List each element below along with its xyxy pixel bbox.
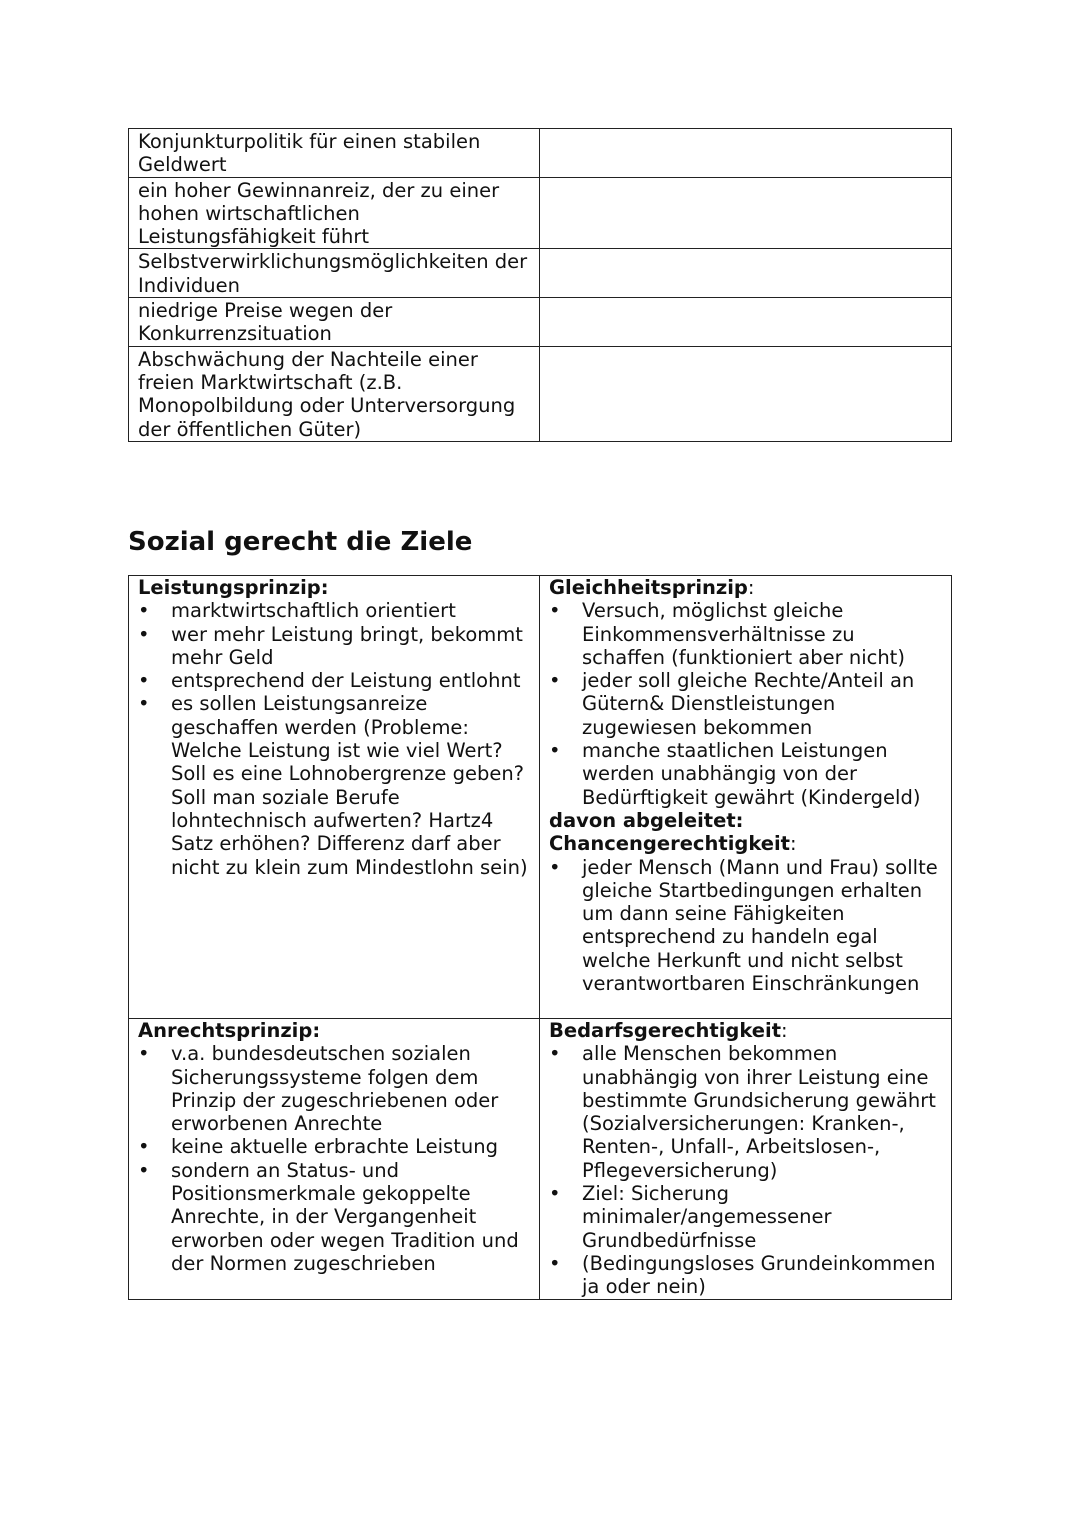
table-cell-empty <box>540 249 952 298</box>
table-cell-empty <box>540 129 952 178</box>
bedarfsgerechtigkeit-title <box>549 1019 942 1042</box>
list-item: • manche staatlichen Leistungen werden unabhängig von der Bedürftigkeit gewährt (Kindergeld) <box>549 739 942 809</box>
anrechtsprinzip-cell <box>129 1019 540 1300</box>
table-cell-empty <box>540 177 952 249</box>
list-item: • marktwirtschaftlich orientiert <box>138 599 530 622</box>
gleichheitsprinzip-title <box>549 576 942 599</box>
top-table <box>128 128 952 442</box>
gleichheitsprinzip-cell <box>540 576 952 1019</box>
list-item: • (Bedingungsloses Grundeinkommen ja oder nein) <box>549 1252 942 1299</box>
table-cell: niedrige Preise wegen der Konkurrenzsituation <box>129 298 540 347</box>
bedarfsgerechtigkeit-cell <box>540 1019 952 1300</box>
derived-label: davon abgeleitet: <box>549 808 744 832</box>
title-colon: : <box>790 832 797 856</box>
anrechtsprinzip-list <box>138 1042 530 1275</box>
table-cell: Selbstverwirklichungsmöglichkeiten der Individuen <box>129 249 540 298</box>
table-cell-empty <box>540 298 952 347</box>
title-colon: : <box>747 576 755 599</box>
table-row <box>129 129 952 178</box>
list-item: • wer mehr Leistung bringt, bekommt mehr Geld <box>138 623 530 670</box>
chancengerechtigkeit-list <box>549 856 942 996</box>
list-item: • Versuch, möglichst gleiche Einkommensverhältnisse zu schaffen (funktioniert aber nicht) <box>549 599 942 669</box>
list-item: • jeder Mensch (Mann und Frau) sollte gleiche Startbedingungen erhalten um dann seine Fähigkeiten entsprechend zu handeln egal welche Herkunft und nicht selbst verantwortbaren Einschränkungen <box>549 856 942 996</box>
section-title: Sozial gerecht die Ziele <box>128 527 473 557</box>
leistungsprinzip-list <box>138 599 530 879</box>
anrechtsprinzip-title: Anrechtsprinzip: <box>138 1019 321 1042</box>
list-item: • Ziel: Sicherung minimaler/angemessener Grundbedürfnisse <box>549 1182 942 1252</box>
table-row <box>129 346 952 441</box>
table-row <box>129 576 952 1019</box>
list-item: • alle Menschen bekommen unabhängig von ihrer Leistung eine bestimmte Grundsicherung gewährt (Sozialversicherungen: Kranken-, Renten-, Unfall-, Arbeitslosen-, Pflegeversicherung) <box>549 1042 942 1182</box>
list-item: • jeder soll gleiche Rechte/Anteil an Gütern& Dienstleistungen zugewiesen bekommen <box>549 669 942 739</box>
table-row <box>129 298 952 347</box>
table-cell: Konjunkturpolitik für einen stabilen Geldwert <box>129 129 540 178</box>
table-row <box>129 249 952 298</box>
leistungsprinzip-title: Leistungsprinzip: <box>138 576 329 599</box>
list-item: • es sollen Leistungsanreize geschaffen werden (Probleme: Welche Leistung ist wie viel Wert? Soll es eine Lohnobergrenze geben? Soll man soziale Berufe lohntechnisch aufwerten? Hartz4 Satz erhöhen? Differenz darf aber nicht zu klein zum Mindestlohn sein) <box>138 692 530 878</box>
gleichheitsprinzip-list <box>549 599 942 809</box>
title-colon: : <box>781 1019 788 1042</box>
bedarfsgerechtigkeit-title-text: Bedarfsgerechtigkeit <box>549 1019 782 1042</box>
list-item: • v.a. bundesdeutschen sozialen Sicherungssysteme folgen dem Prinzip der zugeschriebenen oder erworbenen Anrechte <box>138 1042 530 1135</box>
table-row <box>129 1019 952 1300</box>
gleichheitsprinzip-title-text: Gleichheitsprinzip <box>549 576 748 599</box>
list-item: • sondern an Status- und Positionsmerkmale gekoppelte Anrechte, in der Vergangenheit erworben oder wegen Tradition und der Normen zugeschrieben <box>138 1159 530 1275</box>
chancengerechtigkeit-title <box>549 832 942 855</box>
list-item: • keine aktuelle erbrachte Leistung <box>138 1135 530 1158</box>
list-item: • entsprechend der Leistung entlohnt <box>138 669 530 692</box>
bedarfsgerechtigkeit-list <box>549 1042 942 1298</box>
table-row <box>129 177 952 249</box>
table-cell-empty <box>540 346 952 441</box>
table-cell: ein hoher Gewinnanreiz, der zu einer hohen wirtschaftlichen Leistungsfähigkeit führt <box>129 177 540 249</box>
chancengerechtigkeit-title-text: Chancengerechtigkeit <box>549 832 791 856</box>
table-cell: Abschwächung der Nachteile einer freien Marktwirtschaft (z.B. Monopolbildung oder Unterversorgung der öffentlichen Güter) <box>129 346 540 441</box>
principles-table <box>128 575 952 1300</box>
leistungsprinzip-cell <box>129 576 540 1019</box>
